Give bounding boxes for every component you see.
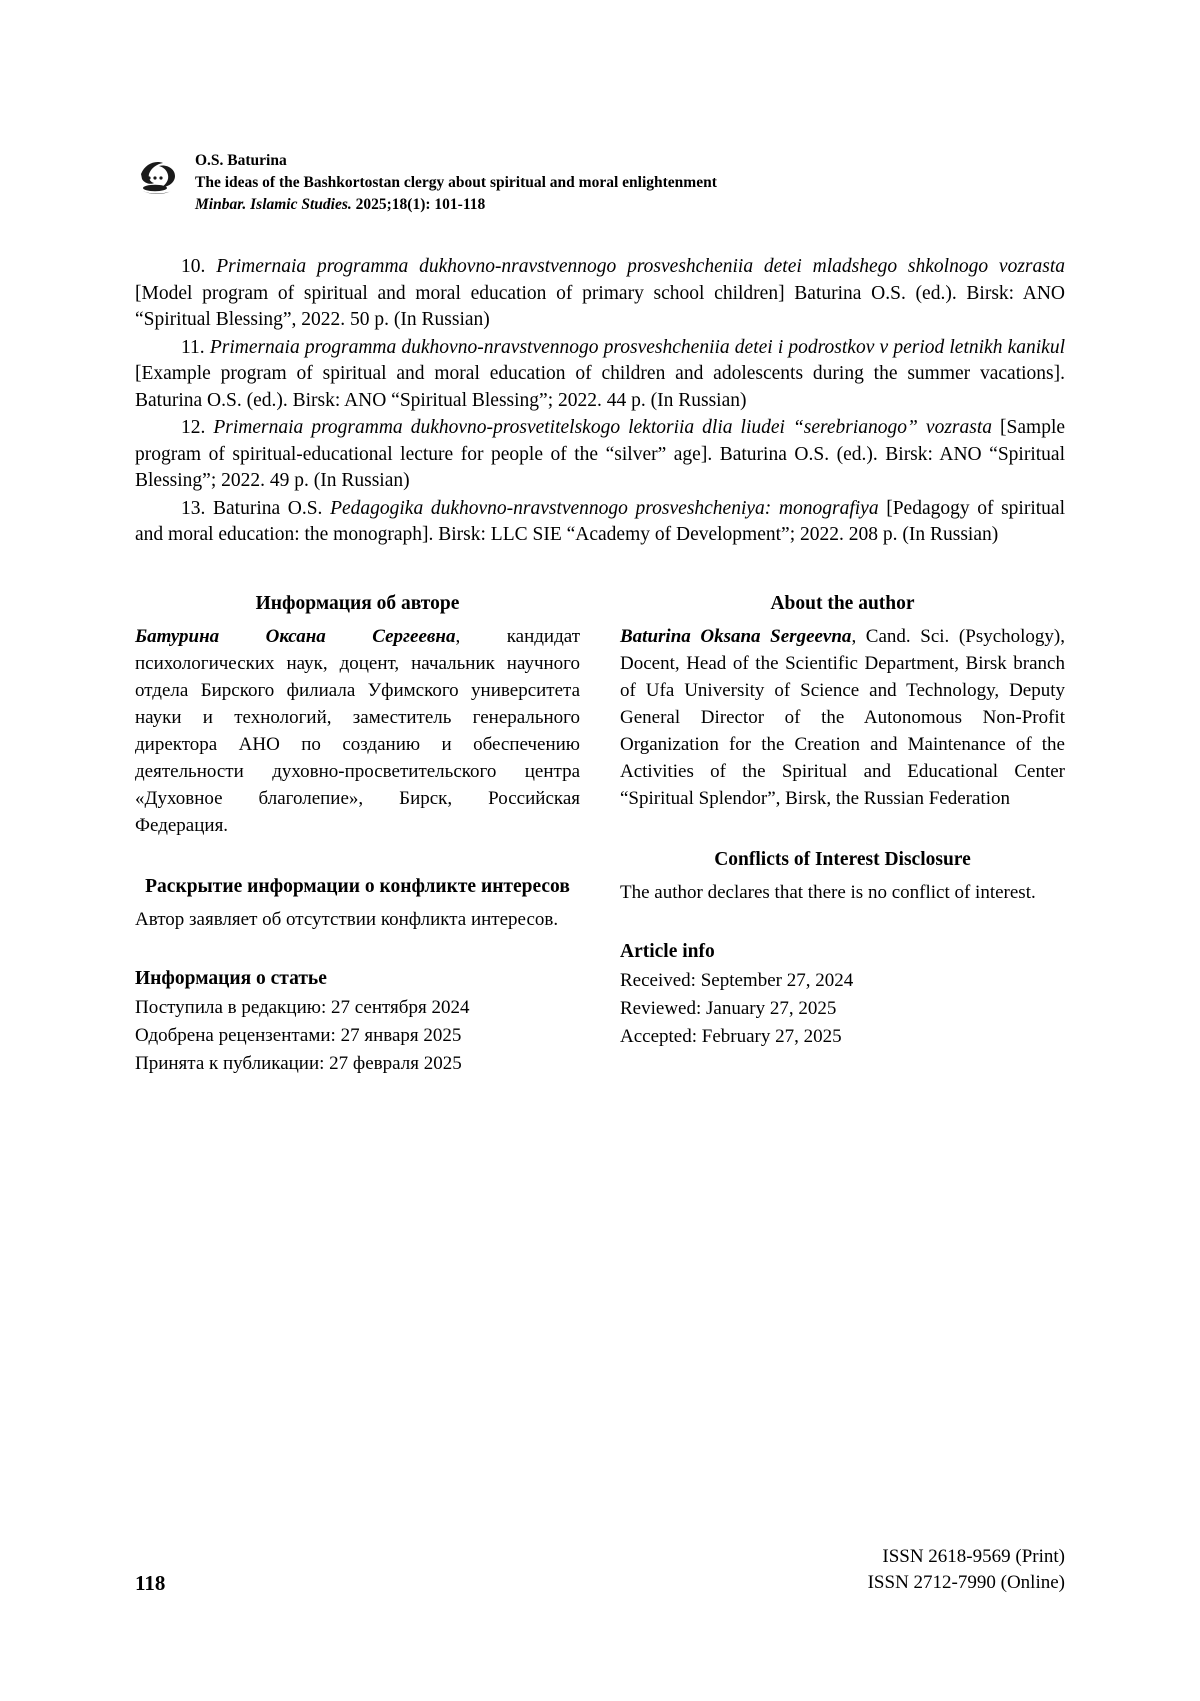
reference-number: 10.	[181, 256, 206, 277]
conflict-text-en: The author declares that there is no conflict of interest.	[620, 882, 1036, 904]
conflict-title-en: Conflicts of Interest Disclosure	[714, 848, 971, 870]
list-item	[135, 415, 1065, 495]
reference-list	[135, 254, 1065, 549]
accepted-en: Accepted: February 27, 2025	[620, 1025, 842, 1047]
issn-online: ISSN 2712-7990 (Online)	[867, 1571, 1065, 1593]
running-head-author: O.S. Baturina	[195, 152, 287, 169]
author-info-title-en: About the author	[770, 592, 915, 614]
column-english	[620, 591, 1065, 1078]
article-info-title-ru: Информация о статье	[135, 968, 327, 990]
author-bio-text-ru: , кандидат психологических наук, доцент, начальник научного отдела Бирского филиала Уфимского университета науки и технологий, заместитель генерального директора АНО по созданию и обеспечению деятельности духовно-просветительского центра «Духовное благолепие», Бирск, Российская Федерация.	[135, 626, 580, 836]
received-ru: Поступила в редакцию: 27 сентября 2024	[135, 997, 470, 1019]
issn-print: ISSN 2618-9569 (Print)	[882, 1545, 1065, 1567]
author-name-ru: Батурина Оксана Сергеевна	[135, 626, 456, 648]
reference-title: Primernaia programma dukhovno-nravstvennogo prosveshcheniia detei mladshego shkolnogo vozrasta	[216, 256, 1066, 277]
author-bio-text-en: , Cand. Sci. (Psychology), Docent, Head of the Scientific Department, Birsk branch of Ufa University of Science and Technology, Deputy General Director of the Autonomous Non-Profit Organization for the Creation and Maintenance of the Activities of the Spiritual and Educational Center “Spiritual Splendor”, Birsk, the Russian Federation	[620, 626, 1065, 809]
journal-name: Minbar. Islamic Studies.	[195, 196, 352, 213]
reviewed-ru: Одобрена рецензентами: 27 января 2025	[135, 1024, 462, 1046]
reference-rest: [Example program of spiritual and moral education of children and adolescents during the summer vacations]. Baturina O.S. (ed.). Birsk: ANO “Spiritual Blessing”; 2022. 44 p. (In Russian)	[135, 363, 1065, 411]
reference-number: 11.	[181, 336, 205, 358]
author-bio-en	[620, 624, 1065, 813]
islamic-calligraphy-logo-icon	[135, 154, 181, 200]
running-head-journal	[195, 194, 717, 216]
reviewed-en: Reviewed: January 27, 2025	[620, 997, 837, 1019]
reference-rest: [Model program of spiritual and moral education of primary school children] Baturina O.S. (ed.). Birsk: ANO “Spiritual Blessing”, 2022. 50 p. (In Russian)	[135, 282, 1065, 331]
page-number: 118	[135, 1571, 166, 1595]
conflict-title-ru: Раскрытие информации о конфликте интересов	[145, 875, 570, 897]
reference-title: Primernaia programma dukhovno-prosvetitelskogo lektoriia dlia liudei “serebrianogo” vozrasta	[213, 417, 993, 439]
running-head	[135, 150, 1065, 216]
list-item	[135, 254, 1065, 334]
reference-title: Primernaia programma dukhovno-nravstvennogo prosveshcheniia detei i podrostkov v period letnikh kanikul	[209, 336, 1065, 358]
journal-issue: 2025;18(1): 101-118	[351, 196, 486, 213]
conflict-text-ru: Автор заявляет об отсутствии конфликта интересов.	[135, 909, 559, 931]
reference-number: 13. Baturina O.S.	[181, 497, 331, 519]
reference-title: Pedagogika dukhovno-nravstvennogo prosveshcheniya: monografiya	[330, 497, 879, 519]
list-item	[135, 496, 1065, 549]
running-head-title: The ideas of the Bashkortostan clergy about spiritual and moral enlightenment	[195, 174, 717, 191]
author-info-title-ru: Информация об авторе	[255, 592, 460, 614]
reference-number: 12.	[181, 417, 206, 439]
author-name-en: Baturina Oksana Sergeevna	[620, 626, 852, 648]
author-bio-ru	[135, 624, 580, 840]
reference-rest: [Pedagogy of spiritual and moral education: the monograph]. Birsk: LLC SIE “Academy of Development”; 2022. 208 p. (In Russian)	[135, 497, 1065, 546]
page-footer	[135, 1544, 1065, 1596]
list-item	[135, 335, 1065, 415]
column-russian	[135, 591, 580, 1078]
author-info-columns	[135, 591, 1065, 1078]
running-head-text	[195, 150, 717, 216]
received-en: Received: September 27, 2024	[620, 970, 854, 992]
accepted-ru: Принята к публикации: 27 февраля 2025	[135, 1052, 462, 1074]
reference-rest: [Sample program of spiritual-educational lecture for people of the “silver” age]. Baturina O.S. (ed.). Birsk: ANO “Spiritual Blessing”; 2022. 49 p. (In Russian)	[135, 417, 1066, 492]
article-info-title-en: Article info	[620, 941, 715, 963]
issn-block	[868, 1544, 1065, 1596]
